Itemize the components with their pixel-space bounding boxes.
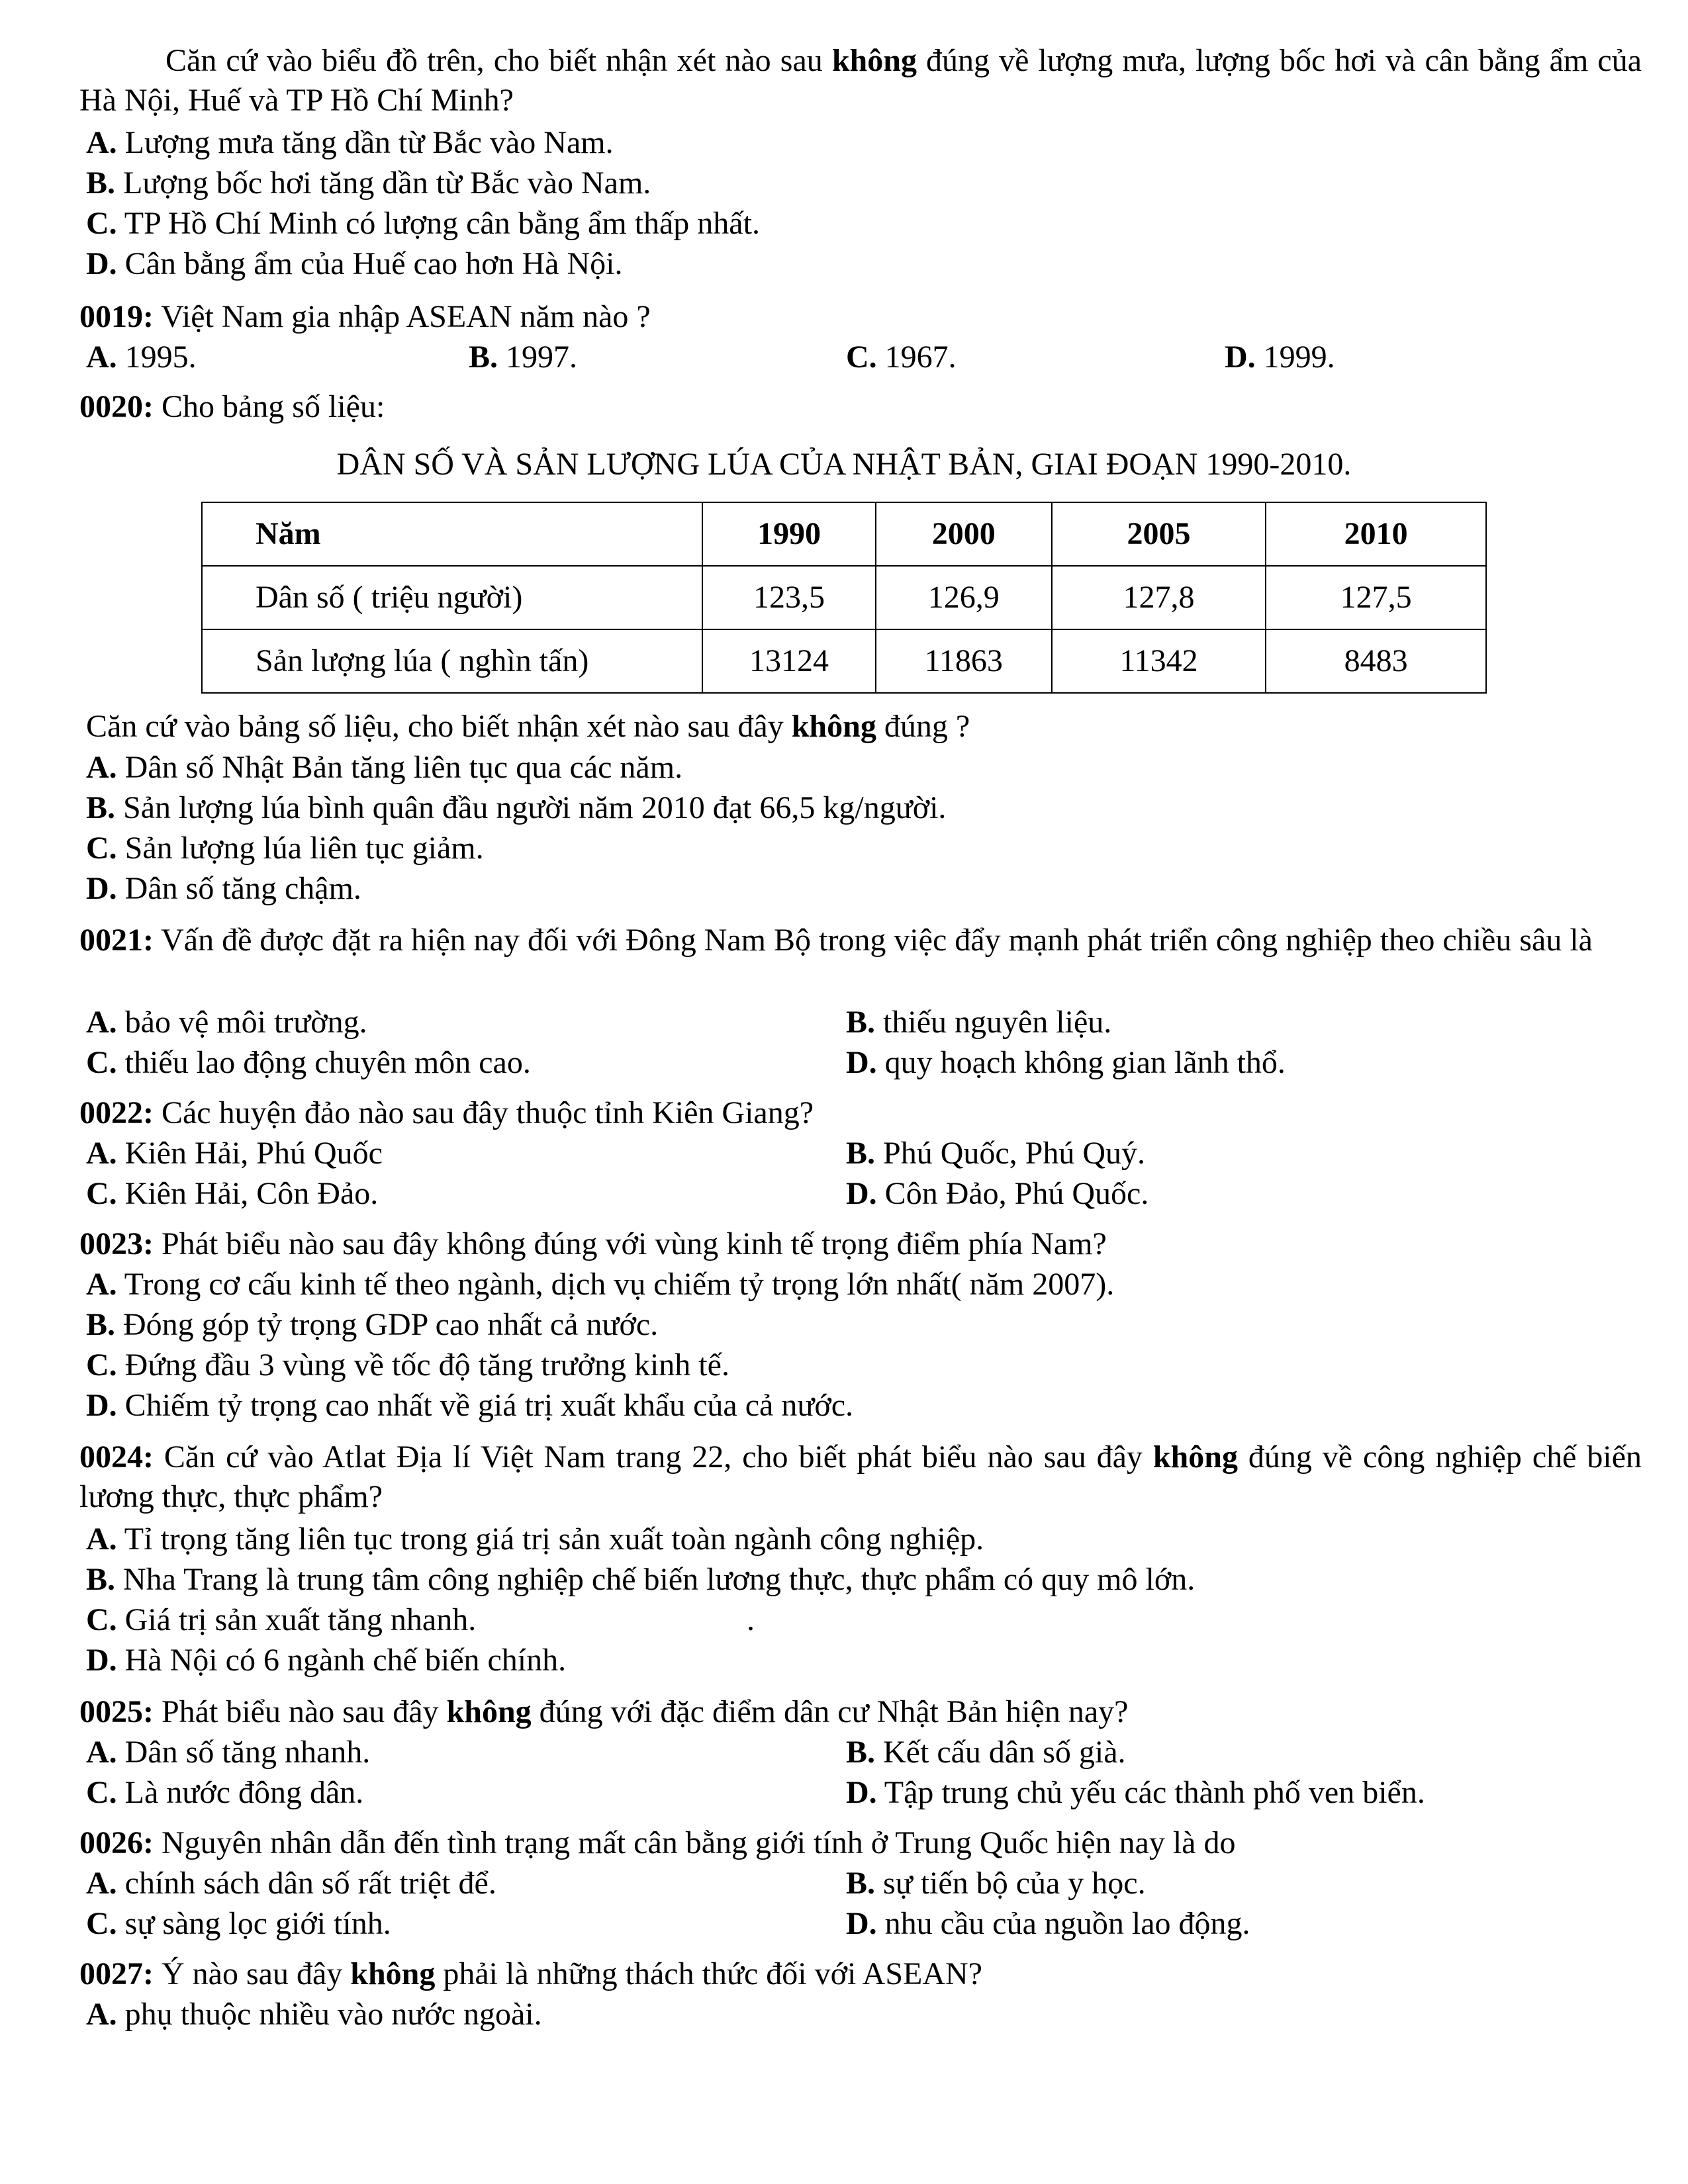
q25-option-a: A. Dân số tăng nhanh. [86, 1735, 371, 1770]
q27-option-a: A. phụ thuộc nhiều vào nước ngoài. [86, 1997, 542, 2032]
table-cell: 11342 [1052, 629, 1266, 693]
table-cell: 8483 [1266, 629, 1486, 693]
q22-option-b: B. Phú Quốc, Phú Quý. [846, 1136, 1146, 1171]
q23-stem: 0023: Phát biểu nào sau đây không đúng với vùng kinh tế trọng điểm phía Nam? [79, 1226, 1107, 1261]
q19-option-c: C. 1967. [846, 340, 957, 375]
q21-stem: 0021: Vấn đề được đặt ra hiện nay đối với Đông Nam Bộ trong việc đẩy mạnh phát triển công nghiệp theo chiều sâu là [79, 923, 1593, 958]
q24-stem: 0024: Căn cứ vào Atlat Địa lí Việt Nam trang 22, cho biết phát biểu nào sau đây không đúng về công nghiệp chế biến lương thực, thực phẩm? [79, 1439, 1642, 1514]
table-cell: 11863 [876, 629, 1052, 693]
q26-option-d: D. nhu cầu của nguồn lao động. [846, 1906, 1250, 1941]
q20-option-c: C. Sản lượng lúa liên tục giảm. [86, 831, 484, 866]
q22-option-c: C. Kiên Hải, Côn Đảo. [86, 1176, 379, 1211]
table-header-row [202, 502, 1486, 566]
q19-option-a: A. 1995. [86, 340, 197, 375]
q23-option-c: C. Đứng đầu 3 vùng về tốc độ tăng trưởng kinh tế. [86, 1347, 729, 1383]
header-cell: 1990 [702, 502, 876, 566]
q26-option-a: A. chính sách dân số rất triệt để. [86, 1866, 496, 1901]
q19-option-b: B. 1997. [469, 340, 578, 375]
q19-stem: 0019: Việt Nam gia nhập ASEAN năm nào ? [79, 299, 651, 334]
header-cell: 2010 [1266, 502, 1486, 566]
table-row [202, 629, 1486, 693]
table-cell: Dân số ( triệu người) [202, 566, 702, 629]
q26-option-b: B. sự tiến bộ của y học. [846, 1866, 1146, 1901]
q27-stem: 0027: Ý nào sau đây không phải là những thách thức đối với ASEAN? [79, 1956, 982, 1991]
q25-option-c: C. Là nước đông dân. [86, 1775, 364, 1810]
header-cell: 2005 [1052, 502, 1266, 566]
intro-option-d: D. Cân bằng ẩm của Huế cao hơn Hà Nội. [86, 246, 623, 281]
q20-option-a: A. Dân số Nhật Bản tăng liên tục qua các năm. [86, 750, 683, 785]
table-row [202, 566, 1486, 629]
q19-option-d: D. 1999. [1225, 340, 1335, 375]
q22-option-d: D. Côn Đảo, Phú Quốc. [846, 1176, 1149, 1211]
table-cell: 126,9 [876, 566, 1052, 629]
q21-option-c: C. thiếu lao động chuyên môn cao. [86, 1045, 531, 1080]
q21-option-d: D. quy hoạch không gian lãnh thổ. [846, 1045, 1286, 1080]
table-title: DÂN SỐ VÀ SẢN LƯỢNG LÚA CỦA NHẬT BẢN, GIAI ĐOẠN 1990-2010. [336, 447, 1352, 482]
q26-stem: 0026: Nguyên nhân dẫn đến tình trạng mất cân bằng giới tính ở Trung Quốc hiện nay là do [79, 1825, 1236, 1860]
q25-option-d: D. Tập trung chủ yếu các thành phố ven biển. [846, 1775, 1425, 1810]
q25-option-b: B. Kết cấu dân số già. [846, 1735, 1126, 1770]
data-table [201, 502, 1487, 694]
table-cell: Sản lượng lúa ( nghìn tấn) [202, 629, 702, 693]
q24-option-a: A. Tỉ trọng tăng liên tục trong giá trị sản xuất toàn ngành công nghiệp. [86, 1522, 984, 1557]
q23-option-a: A. Trong cơ cấu kinh tế theo ngành, dịch vụ chiếm tỷ trọng lớn nhất( năm 2007). [86, 1267, 1115, 1302]
q23-option-b: B. Đóng góp tỷ trọng GDP cao nhất cả nước. [86, 1307, 659, 1342]
q24-option-d: D. Hà Nội có 6 ngành chế biến chính. [86, 1643, 567, 1678]
q22-stem: 0022: Các huyện đảo nào sau đây thuộc tỉnh Kiên Giang? [79, 1095, 814, 1130]
q24-option-c: C. Giá trị sản xuất tăng nhanh. [86, 1602, 477, 1637]
q26-option-c: C. sự sàng lọc giới tính. [86, 1906, 391, 1941]
intro-option-c: C. TP Hồ Chí Minh có lượng cân bằng ẩm thấp nhất. [86, 206, 760, 241]
header-cell: Năm [202, 502, 702, 566]
table-cell: 13124 [702, 629, 876, 693]
stray-dot: . [747, 1602, 755, 1637]
intro-option-b: B. Lượng bốc hơi tăng dần từ Bắc vào Nam. [86, 165, 651, 201]
q21-option-a: A. bảo vệ môi trường. [86, 1005, 367, 1040]
q23-option-d: D. Chiếm tỷ trọng cao nhất về giá trị xuất khẩu của cả nước. [86, 1388, 854, 1423]
table-cell: 123,5 [702, 566, 876, 629]
q25-stem: 0025: Phát biểu nào sau đây không đúng với đặc điểm dân cư Nhật Bản hiện nay? [79, 1694, 1129, 1729]
q22-option-a: A. Kiên Hải, Phú Quốc [86, 1136, 383, 1171]
q20-stem: 0020: Cho bảng số liệu: [79, 389, 385, 424]
q24-option-b: B. Nha Trang là trung tâm công nghiệp chế biến lương thực, thực phẩm có quy mô lớn. [86, 1562, 1196, 1597]
q20-option-d: D. Dân số tăng chậm. [86, 871, 361, 906]
q21-option-b: B. thiếu nguyên liệu. [846, 1005, 1112, 1040]
table-cell: 127,8 [1052, 566, 1266, 629]
intro-stem: Căn cứ vào biểu đồ trên, cho biết nhận xét nào sau không đúng về lượng mưa, lượng bốc hơi và cân bằng ẩm của Hà Nội, Huế và TP Hồ Chí Minh? [79, 43, 1642, 118]
q20-option-b: B. Sản lượng lúa bình quân đầu người năm 2010 đạt 66,5 kg/người. [86, 790, 947, 825]
intro-option-a: A. Lượng mưa tăng dần từ Bắc vào Nam. [86, 125, 614, 160]
header-cell: 2000 [876, 502, 1052, 566]
table-cell: 127,5 [1266, 566, 1486, 629]
q20-prompt: Căn cứ vào bảng số liệu, cho biết nhận xét nào sau đây không đúng ? [86, 709, 970, 744]
